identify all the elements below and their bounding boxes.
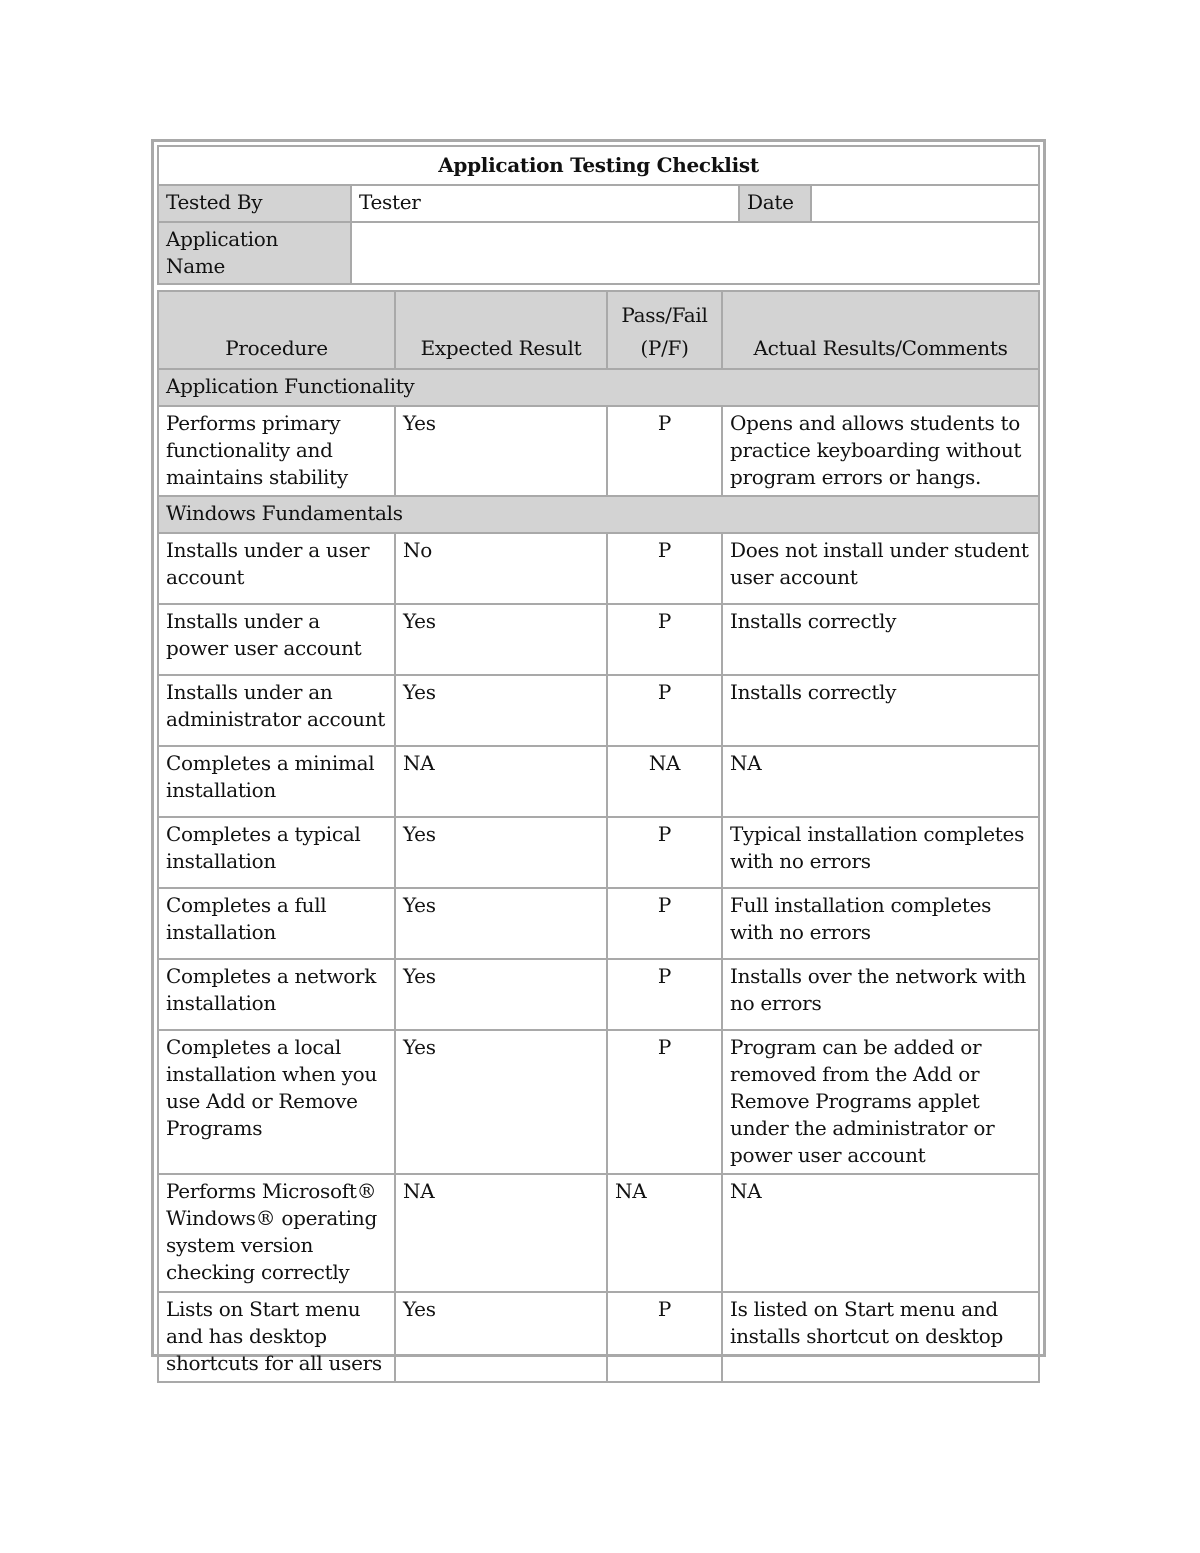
date-value[interactable] (811, 185, 1039, 222)
procedure-cell: Completes a network installation (158, 959, 395, 1030)
passfail-cell[interactable]: P (607, 675, 722, 746)
expected-cell[interactable]: NA (395, 746, 607, 817)
procedure-cell: Completes a full installation (158, 888, 395, 959)
passfail-cell[interactable]: NA (607, 1174, 722, 1292)
procedure-cell: Performs primary functionality and maintains stability (158, 406, 395, 496)
col-procedure: Procedure (158, 291, 395, 369)
passfail-cell[interactable]: P (607, 1030, 722, 1174)
comment-cell[interactable]: Installs correctly (722, 675, 1039, 746)
comment-cell[interactable]: Program can be added or removed from the Add or Remove Programs applet under the administrator or power user account (722, 1030, 1039, 1174)
table-row (158, 959, 1039, 1030)
comment-cell[interactable]: Opens and allows students to practice keyboarding without program errors or hangs. (722, 406, 1039, 496)
table-row (158, 1174, 1039, 1292)
table-row (158, 675, 1039, 746)
date-label: Date (739, 185, 811, 222)
comment-cell[interactable]: Is listed on Start menu and installs shortcut on desktop (722, 1292, 1039, 1382)
expected-cell[interactable]: No (395, 533, 607, 604)
section-title: Application Functionality (158, 369, 1039, 406)
app-name-value[interactable] (351, 222, 1039, 284)
table-row (158, 817, 1039, 888)
comment-cell[interactable]: Installs over the network with no errors (722, 959, 1039, 1030)
expected-cell[interactable]: Yes (395, 888, 607, 959)
passfail-cell[interactable]: P (607, 959, 722, 1030)
passfail-cell[interactable]: P (607, 1292, 722, 1382)
expected-cell[interactable]: Yes (395, 406, 607, 496)
table-row (158, 604, 1039, 675)
meta-table (157, 145, 1040, 285)
section-row (158, 369, 1039, 406)
procedure-cell: Installs under a power user account (158, 604, 395, 675)
expected-cell[interactable]: NA (395, 1174, 607, 1292)
expected-cell[interactable]: Yes (395, 1030, 607, 1174)
comment-cell[interactable]: Typical installation completes with no errors (722, 817, 1039, 888)
expected-cell[interactable]: Yes (395, 959, 607, 1030)
passfail-cell[interactable]: P (607, 533, 722, 604)
procedure-cell: Completes a typical installation (158, 817, 395, 888)
column-header-row (158, 291, 1039, 369)
comment-cell[interactable]: NA (722, 746, 1039, 817)
passfail-cell[interactable]: P (607, 817, 722, 888)
col-expected: Expected Result (395, 291, 607, 369)
checklist-table (157, 290, 1040, 1383)
section-row (158, 496, 1039, 533)
expected-cell[interactable]: Yes (395, 604, 607, 675)
expected-cell[interactable]: Yes (395, 1292, 607, 1382)
expected-cell[interactable]: Yes (395, 675, 607, 746)
tested-by-value[interactable]: Tester (351, 185, 739, 222)
passfail-cell[interactable]: NA (607, 746, 722, 817)
table-row (158, 888, 1039, 959)
comment-cell[interactable]: NA (722, 1174, 1039, 1292)
table-row (158, 1292, 1039, 1382)
procedure-cell: Completes a minimal installation (158, 746, 395, 817)
table-row (158, 1030, 1039, 1174)
comment-cell[interactable]: Full installation completes with no errors (722, 888, 1039, 959)
col-passfail-line1: Pass/Fail (621, 303, 708, 327)
checklist-frame (151, 139, 1046, 1375)
procedure-cell: Lists on Start menu and has desktop shortcuts for all users (158, 1292, 395, 1382)
passfail-cell[interactable]: P (607, 604, 722, 675)
procedure-cell: Performs Microsoft® Windows® operating system version checking correctly (158, 1174, 395, 1292)
app-name-label: Application Name (158, 222, 351, 284)
section-title: Windows Fundamentals (158, 496, 1039, 533)
procedure-cell: Completes a local installation when you use Add or Remove Programs (158, 1030, 395, 1174)
comment-cell[interactable]: Does not install under student user account (722, 533, 1039, 604)
col-passfail (607, 291, 722, 369)
col-passfail-line2: (P/F) (640, 336, 689, 360)
table-row (158, 533, 1039, 604)
table-row (158, 746, 1039, 817)
comment-cell[interactable]: Installs correctly (722, 604, 1039, 675)
col-actual: Actual Results/Comments (722, 291, 1039, 369)
procedure-cell: Installs under an administrator account (158, 675, 395, 746)
passfail-cell[interactable]: P (607, 406, 722, 496)
tested-by-label: Tested By (158, 185, 351, 222)
expected-cell[interactable]: Yes (395, 817, 607, 888)
table-row (158, 406, 1039, 496)
passfail-cell[interactable]: P (607, 888, 722, 959)
procedure-cell: Installs under a user account (158, 533, 395, 604)
page-title: Application Testing Checklist (158, 146, 1039, 185)
